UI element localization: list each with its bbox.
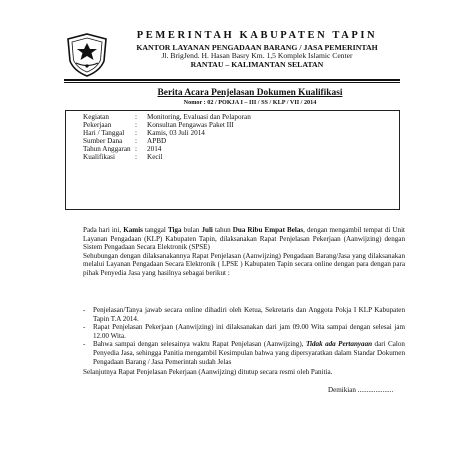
- letterhead-city: RANTAU – KALIMANTAN SELATAN: [190, 59, 324, 69]
- letterhead-rule-thin: [64, 82, 400, 83]
- letterhead-rule-thick: [64, 79, 400, 81]
- info-label: Hari / Tanggal: [83, 129, 125, 137]
- info-sep: :: [135, 113, 137, 121]
- list-dash: -: [83, 323, 86, 332]
- result-list: [83, 306, 405, 366]
- text-run: tahun: [212, 226, 233, 234]
- letterhead-address: Jl. BrigJend. H. Hasan Basry Km. 1,5 Komplek Islamic Center: [161, 51, 353, 61]
- list-item-text: Penjelasan/Tanya jawab secara online dihadiri oleh Ketua, Sekretaris dan Anggota Pokja I KLP Kabupaten Tapin T.A 2014.: [93, 306, 405, 323]
- info-row-sumber-dana: [83, 137, 166, 145]
- info-row-pekerjaan: [83, 121, 234, 129]
- text-run: Pada hari ini,: [83, 226, 124, 234]
- letterhead-office: KANTOR LAYANAN PENGADAAN BARANG / JASA PEMERINTAH: [136, 42, 378, 52]
- list-dash: -: [83, 306, 86, 314]
- kabupaten-tapin-emblem-icon: [66, 33, 108, 77]
- text-year: Dua Ribu Empat Belas: [232, 226, 304, 234]
- text-run: , dengan mengambil tempat di Unit Layanan Pengadaan (KLP) Kabupaten Tapin, dilaksanakan Rapat Penjelasan Pekerjaan (Aanwijzing) dengan Sistem Pengadaan Secara Elektronik (SPSE): [83, 226, 406, 252]
- info-value: Konsultan Pengawas Paket III: [147, 121, 234, 129]
- info-label: Pekerjaan: [83, 121, 112, 129]
- list-item-text: Rapat Penjelasan Pekerjaan (Aanwijzing) ini dilaksanakan dari jam 09.00 Wita sampai dengan selesai jam 12.00 Wita.: [93, 323, 405, 340]
- document-title: Berita Acara Penjelasan Dokumen Kualifikasi: [157, 88, 343, 98]
- text-run: tanggal: [142, 226, 168, 234]
- info-sep: :: [135, 121, 137, 129]
- info-row-tahun-anggaran: [83, 145, 161, 153]
- list-item: [83, 306, 405, 323]
- letterhead: [112, 30, 402, 70]
- paragraph-opening: [83, 226, 405, 278]
- list-item: [83, 340, 405, 366]
- info-label: Kegiatan: [83, 113, 109, 121]
- info-label: Tahun Anggaran: [83, 145, 131, 153]
- document-number: Nomor : 02 / POKJA I – III / SS / KLP / VII / 2014: [183, 99, 317, 106]
- text-month: Juli: [201, 226, 213, 234]
- letterhead-government: PEMERINTAH KABUPATEN TAPIN: [136, 30, 378, 41]
- info-sep: :: [135, 153, 137, 161]
- info-value: 2014: [147, 145, 162, 153]
- info-sep: :: [135, 129, 137, 137]
- text-date: Tiga: [167, 226, 182, 234]
- info-value: Kecil: [147, 153, 163, 161]
- list-item-emphasis: Tidak ada Pertanyaan: [305, 340, 373, 349]
- info-row-kegiatan: [83, 113, 251, 121]
- paragraph-closing: Selanjutnya Rapat Penjelasan Pekerjaan (Aanwijzing) ditutup secara resmi oleh Panitia.: [83, 368, 333, 376]
- list-dash: -: [83, 340, 86, 349]
- info-value: APBD: [147, 137, 167, 145]
- info-sep: :: [135, 137, 137, 145]
- list-item-text: dari Calon Penyedia Jasa, sehingga Panitia mengambil Kesimpulan bahwa yang dipersyaratkan dalam Standar Dokumen Pengadaan Barang / Jasa Pemerintah sudah Jelas: [93, 340, 405, 366]
- text-day: Kamis: [123, 226, 143, 234]
- info-value: Monitoring, Evaluasi dan Pelaporan: [147, 113, 251, 121]
- info-label: Sumber Dana: [83, 137, 123, 145]
- info-row-kualifikasi: [83, 153, 163, 161]
- paragraph-sehubungan: Sehubungan dengan dilaksanakannya Rapat Penjelasan (Aanwijzing) Pengadaan Barang/Jasa yang dilaksanakan melalui Layanan Pengadaan Secara Elektronik ( LPSE ) Kabupaten Tapin secara online dengan para dengan para pihak Penyedia Jasa yang hasilnya sebagai berikut :: [83, 251, 405, 277]
- list-item: [83, 323, 405, 340]
- info-value: Kamis, 03 Juli 2014: [147, 129, 205, 137]
- info-row-hari-tanggal: [83, 129, 205, 137]
- sign-off: Demikian ....................: [328, 386, 394, 394]
- text-run: bulan: [181, 226, 202, 234]
- info-label: Kualifikasi: [83, 153, 115, 161]
- list-item-text: Bahwa sampai dengan selesainya waktu Rapat Penjelasan (Aanwijzing),: [93, 340, 306, 349]
- info-sep: :: [135, 145, 137, 153]
